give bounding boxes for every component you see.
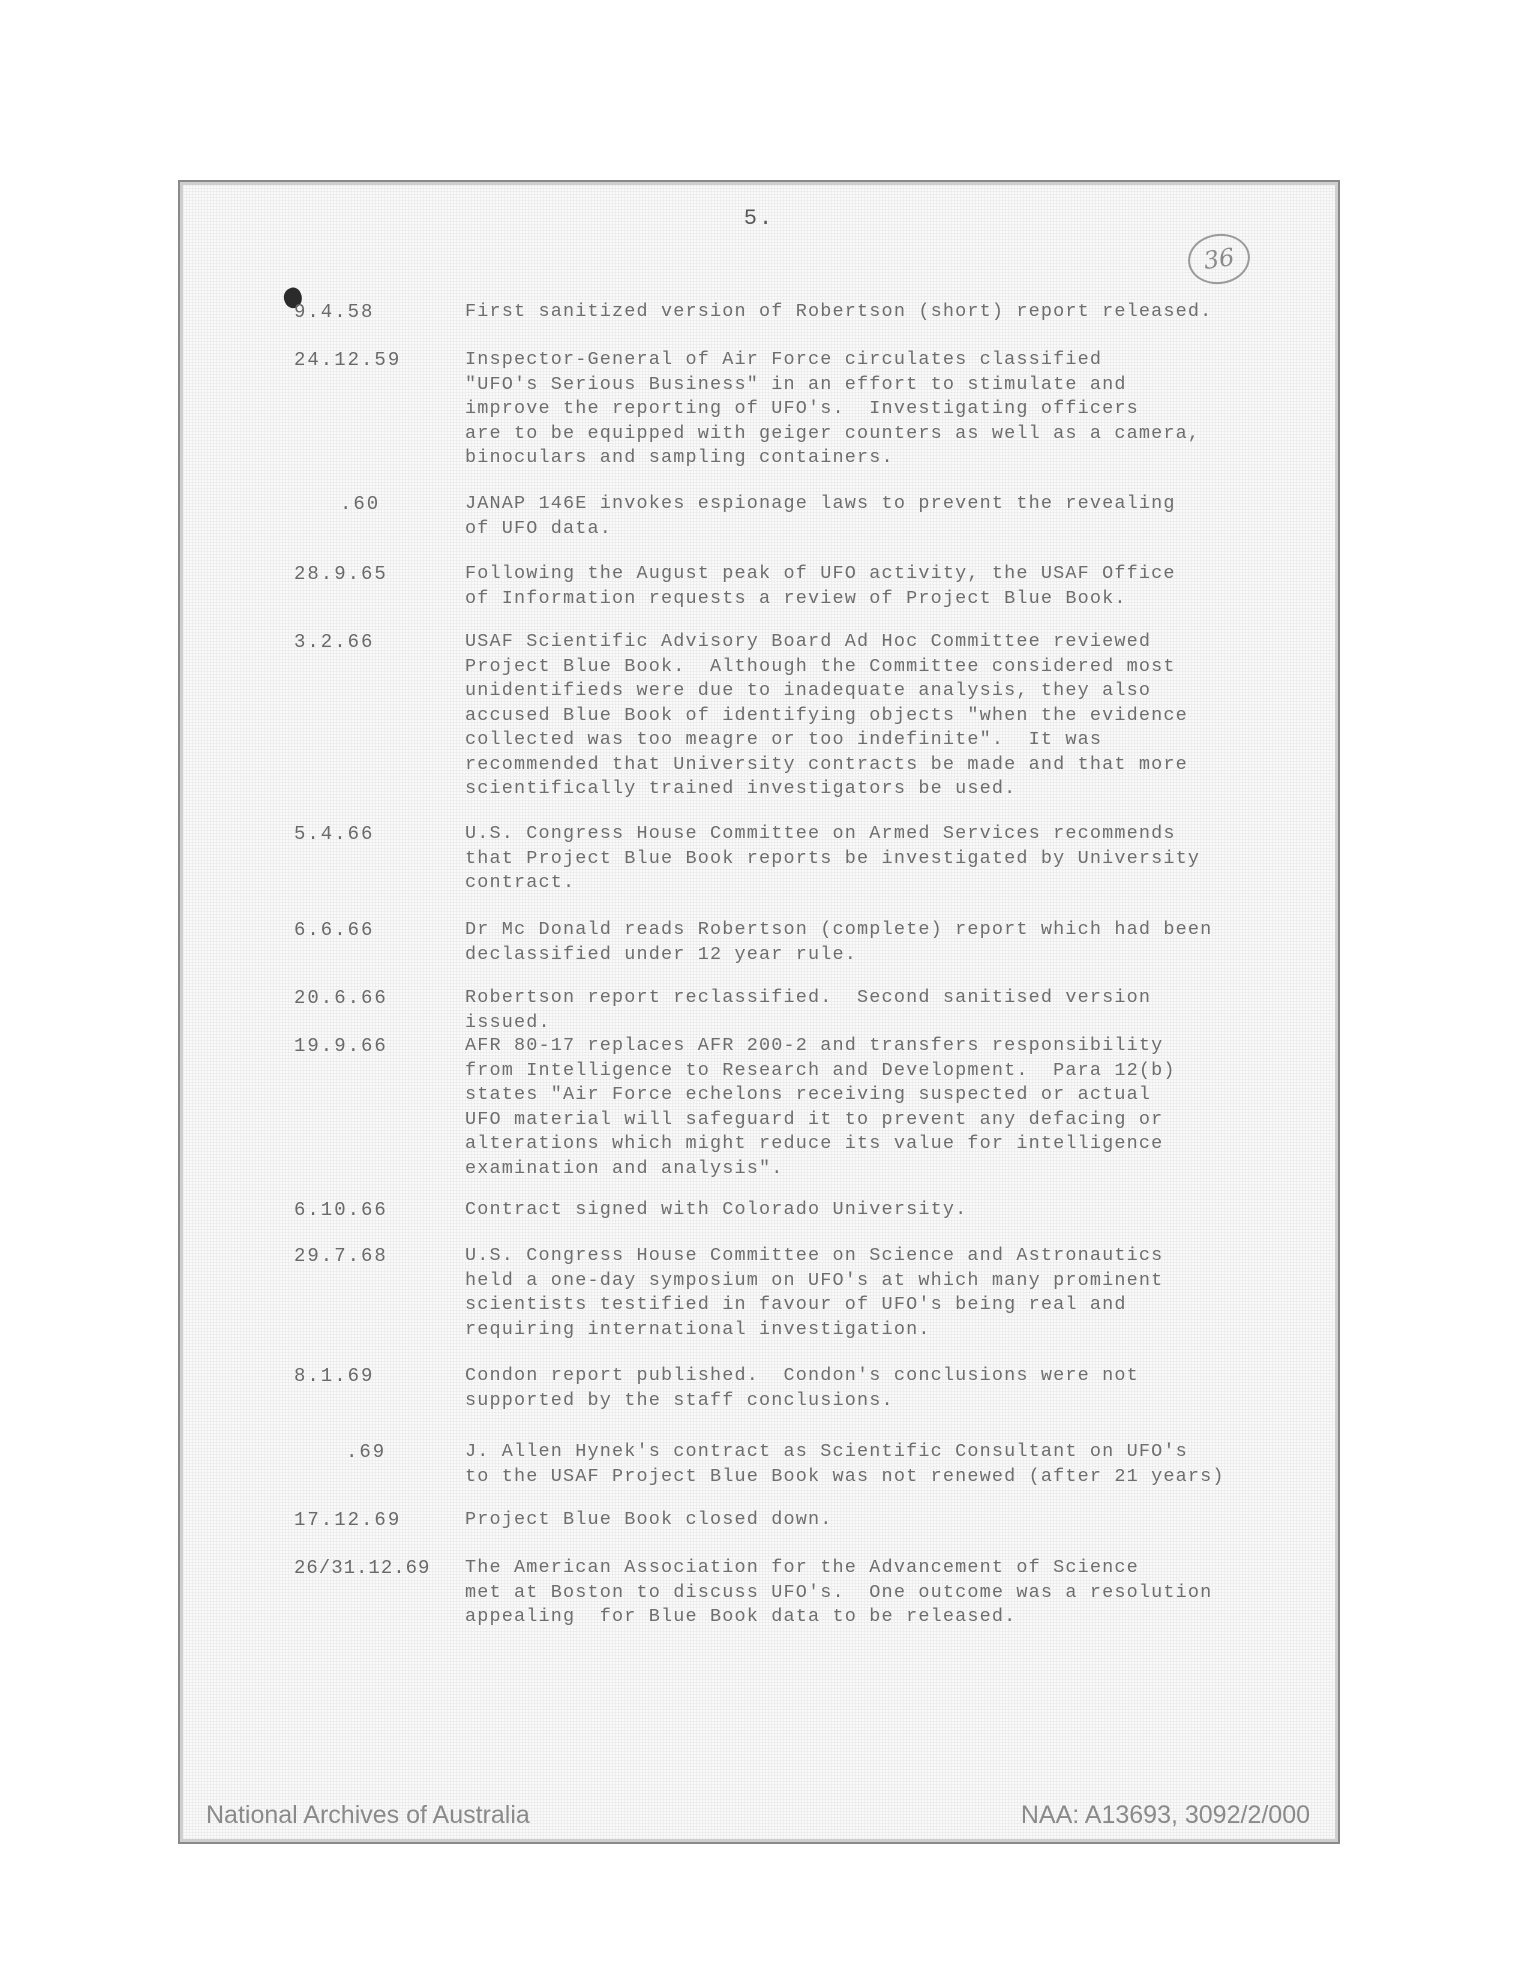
entry-date: .60 xyxy=(340,493,381,515)
entry-text: U.S. Congress House Committee on Science and Astronautics held a one-day symposium on UFO's at which many prominent scientists testified in favour of UFO's being real and requiring international investigation. xyxy=(465,1245,1164,1340)
entry-date: 17.12.69 xyxy=(294,1509,402,1531)
entry-date: 26/31.12.69 xyxy=(294,1557,431,1579)
entry-date: 9.4.58 xyxy=(294,301,375,323)
entry-text: USAF Scientific Advisory Board Ad Hoc Committee reviewed Project Blue Book. Although the Committee considered most unidentifieds were due to inadequate analysis, they also accused Blue Book of identifying objects "when the evidence collected was too meagre or too indefinite". It was recommended that University contracts be made and that more scientifically trained investigators be used. xyxy=(465,631,1188,799)
entry-text: Dr Mc Donald reads Robertson (complete) report which had been declassified under 12 year rule. xyxy=(465,919,1213,965)
entry-date: 29.7.68 xyxy=(294,1245,388,1267)
entry-date: 5.4.66 xyxy=(294,823,375,845)
entry-date: 19.9.66 xyxy=(294,1035,388,1057)
entry-text: First sanitized version of Robertson (short) report released. xyxy=(465,301,1213,322)
entry-date: 3.2.66 xyxy=(294,631,375,653)
entry-text: Project Blue Book closed down. xyxy=(465,1509,833,1530)
entry-date: 6.6.66 xyxy=(294,919,375,941)
entry-text: Inspector-General of Air Force circulates classified "UFO's Serious Business" in an effort to stimulate and improve the reporting of UFO's. Investigating officers are to be equipped with geiger counters as well as a camera, binoculars and sampling containers. xyxy=(465,349,1201,468)
entry-text: The American Association for the Advancement of Science met at Boston to discuss UFO's. One outcome was a resolution appealing for Blue Book data to be released. xyxy=(465,1557,1213,1627)
entry-text: U.S. Congress House Committee on Armed Services recommends that Project Blue Book reports be investigated by University contract. xyxy=(465,823,1201,893)
entry-date: 8.1.69 xyxy=(294,1365,375,1387)
archive-name: National Archives of Australia xyxy=(206,1801,530,1829)
entry-text: Contract signed with Colorado University. xyxy=(465,1199,968,1220)
folio-stamp-number: 36 xyxy=(1201,243,1237,275)
entry-date: 6.10.66 xyxy=(294,1199,388,1221)
entry-text: AFR 80-17 replaces AFR 200-2 and transfers responsibility from Intelligence to Research and Development. Para 12(b) states "Air Force echelons receiving suspected or actual UFO material will safeguard it to prevent any defacing or alterations which might reduce its value for intelligence examination and analysis". xyxy=(465,1035,1176,1179)
chronology-list xyxy=(180,182,1338,1842)
entry-text: JANAP 146E invokes espionage laws to prevent the revealing of UFO data. xyxy=(465,493,1176,539)
entry-text: J. Allen Hynek's contract as Scientific Consultant on UFO's to the USAF Project Blue Book was not renewed (after 21 years) xyxy=(465,1441,1225,1487)
entry-text: Robertson report reclassified. Second sanitised version issued. xyxy=(465,987,1152,1033)
archive-footer xyxy=(180,1798,1338,1830)
entry-date: 28.9.65 xyxy=(294,563,388,585)
entry-date: 20.6.66 xyxy=(294,987,388,1009)
entry-text: Following the August peak of UFO activity, the USAF Office of Information requests a review of Project Blue Book. xyxy=(465,563,1176,609)
entry-date: .69 xyxy=(346,1441,387,1463)
entry-date: 24.12.59 xyxy=(294,349,402,371)
entry-text: Condon report published. Condon's conclusions were not supported by the staff conclusions. xyxy=(465,1365,1139,1411)
archive-reference: NAA: A13693, 3092/2/000 xyxy=(1020,1801,1310,1829)
document-page xyxy=(178,180,1340,1844)
page-number: 5. xyxy=(743,206,775,231)
